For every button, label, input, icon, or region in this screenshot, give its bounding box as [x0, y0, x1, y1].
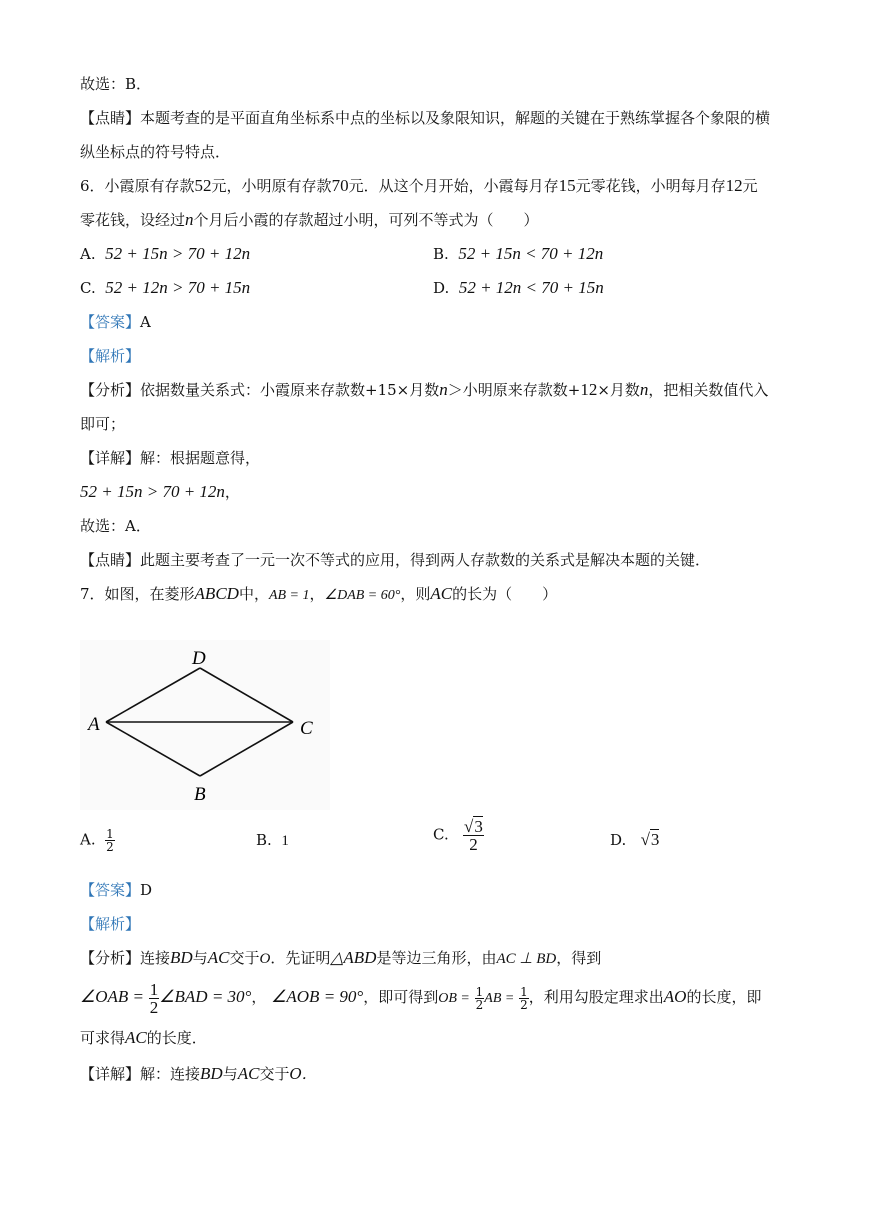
- q7-text: 7．如图，在菱形: [80, 585, 195, 603]
- analysis-text: 依据数量关系式：小霞原来存款数+15×月数: [140, 381, 440, 399]
- option-label: C.: [80, 279, 96, 297]
- option-expr: 52 + 12n < 70 + 15n: [458, 278, 604, 297]
- analysis-var: O: [259, 951, 271, 967]
- analysis-text: ，把相关数值代入: [648, 381, 769, 399]
- q6-analysis: [80, 380, 768, 400]
- detail-var: AC: [237, 1064, 260, 1083]
- q7-text: ，: [309, 585, 325, 603]
- q6-text: 个月后小霞的存款超过小明，可列不等式为（ ）: [193, 211, 539, 229]
- analysis-text: ，: [251, 988, 267, 1006]
- analysis-expr: AC ⊥ BD: [496, 951, 557, 967]
- numerator: 1: [106, 827, 114, 841]
- inequality-tail: ，: [224, 483, 240, 501]
- option-label: B.: [433, 245, 449, 263]
- option-label: D.: [433, 279, 450, 297]
- q7-stem: [80, 584, 557, 606]
- sqrt-icon: √: [464, 817, 474, 836]
- remark-tag: 【点睛】: [80, 109, 141, 127]
- numerator: 1: [149, 979, 159, 999]
- prev-conclusion: 故选：B．: [80, 75, 152, 93]
- analysis-expr: ∠AOB = 90°: [271, 987, 364, 1006]
- q6-num: 70: [331, 176, 349, 195]
- denominator: 2: [106, 840, 114, 854]
- q6-var: n: [185, 210, 194, 229]
- q6-answer: [80, 312, 151, 332]
- analysis-text: 是等边三角形，由: [376, 949, 497, 967]
- analysis-text: ＞小明原来存款数+: [447, 381, 581, 399]
- q7-expr: ∠DAB = 60°: [324, 588, 401, 603]
- vertex-label-c: C: [300, 718, 313, 739]
- detail-text: 解：连接: [140, 1065, 201, 1083]
- option-label: B.: [256, 831, 272, 849]
- fraction: [149, 981, 160, 1016]
- q6-jiexi-tag: 【解析】: [80, 347, 141, 365]
- analysis-text: 的长度，即: [686, 988, 762, 1006]
- q6-select: 故选：A．: [80, 517, 151, 535]
- denominator: 2: [475, 997, 484, 1012]
- vertex-label-a: A: [88, 714, 100, 735]
- q6-remark: [80, 550, 710, 570]
- detail-var: BD: [200, 1064, 223, 1083]
- prev-remark: [80, 108, 770, 128]
- analysis-text: 的长度．: [146, 1029, 207, 1047]
- detail-tag: 【详解】: [80, 449, 141, 467]
- analysis-text: ，利用勾股定理求出: [528, 988, 664, 1006]
- q7-answer: [80, 880, 152, 900]
- q6-stem-line1: [80, 176, 758, 196]
- analysis-expr: AB =: [484, 991, 515, 1006]
- detail-text: O．: [289, 1065, 317, 1083]
- q6-inequality: [80, 482, 240, 502]
- inequality-expr: 52 + 15n > 70 + 12n: [80, 482, 225, 501]
- q6-text: 元零花钱，小明每月存: [575, 177, 726, 195]
- option-value: 1: [281, 833, 289, 849]
- q6-num: 15: [558, 176, 576, 195]
- analysis-text: ，得到: [556, 949, 602, 967]
- remark-text: 此题主要考查了一元一次不等式的应用，得到两人存款数的关系式是解决本题的关键．: [140, 551, 711, 569]
- fraction: [475, 986, 485, 1011]
- q6-option-c[interactable]: [80, 278, 250, 298]
- q7-analysis-line2: [80, 980, 761, 1016]
- option-label: A.: [80, 830, 96, 849]
- q7-var: ABCD: [194, 584, 239, 603]
- q6-option-b[interactable]: [433, 244, 603, 264]
- option-expr: 52 + 15n > 70 + 12n: [105, 244, 251, 263]
- analysis-text: 与: [192, 949, 208, 967]
- option-expr: 52 + 12n > 70 + 15n: [105, 278, 251, 297]
- analysis-var: AC: [207, 948, 230, 967]
- answer-tag: 【答案】: [80, 313, 141, 331]
- q6-stem-line2: [80, 210, 539, 230]
- remark-tag: 【点睛】: [80, 551, 141, 569]
- rhombus-figure: [80, 640, 330, 810]
- analysis-text: 连接: [140, 949, 171, 967]
- fraction: [463, 818, 484, 853]
- denominator: 2: [520, 997, 528, 1012]
- fraction: [519, 986, 529, 1011]
- answer-value: A: [140, 313, 151, 331]
- vertex-label-d: D: [192, 648, 206, 669]
- analysis-var: AO: [663, 987, 687, 1006]
- detail-text: 交于: [259, 1065, 290, 1083]
- radicand: 3: [474, 817, 483, 836]
- q6-text: 6．小霞原有存款: [80, 177, 195, 195]
- analysis-var: BD: [170, 948, 193, 967]
- answer-value: D: [140, 881, 153, 899]
- analysis-var: AC: [125, 1028, 147, 1047]
- q6-num: 52: [194, 176, 212, 195]
- q7-text: 的长为（ ）: [452, 585, 558, 603]
- detail-text: 解：根据题意得，: [140, 449, 261, 467]
- sqrt-icon: √: [640, 830, 650, 849]
- analysis-text: ，即可得到: [363, 988, 439, 1006]
- numerator: 1: [475, 984, 484, 999]
- analysis-text: 可求得: [80, 1029, 126, 1047]
- q7-option-a[interactable]: [80, 828, 115, 853]
- analysis-text: ．先证明: [270, 949, 331, 967]
- answer-tag: 【答案】: [80, 881, 141, 899]
- option-label: D.: [610, 831, 627, 849]
- q7-expr: AB = 1: [268, 588, 310, 603]
- analysis-num: 12: [580, 380, 598, 399]
- q7-option-c[interactable]: [433, 818, 484, 853]
- q6-num: 12: [725, 176, 743, 195]
- q7-option-b[interactable]: [256, 830, 289, 851]
- fraction: [105, 828, 115, 853]
- denominator: 2: [149, 997, 159, 1017]
- option-label: C.: [433, 825, 449, 844]
- q7-analysis-line1: [80, 948, 601, 969]
- q7-option-d[interactable]: [610, 830, 659, 850]
- q6-text: 元．从这个月开始，小霞每月存: [348, 177, 559, 195]
- detail-tag: 【详解】: [80, 1065, 141, 1083]
- analysis-expr: OB =: [438, 991, 470, 1006]
- q7-jiexi-tag: 【解析】: [80, 915, 141, 933]
- q7-detail: [80, 1064, 317, 1084]
- denominator: 2: [469, 835, 478, 854]
- analysis-var: n: [639, 380, 649, 399]
- analysis-expr: ∠BAD = 30°: [159, 987, 252, 1006]
- radicand: 3: [650, 830, 660, 849]
- q7-var: AC: [430, 584, 453, 603]
- q7-text: 中，: [238, 585, 269, 603]
- option-expr: 52 + 15n < 70 + 12n: [458, 244, 604, 263]
- q6-detail: [80, 448, 260, 468]
- q7-text: ，则: [400, 585, 431, 603]
- option-label: A.: [80, 245, 96, 263]
- analysis-var: n: [439, 380, 448, 399]
- numerator: [463, 818, 484, 836]
- q6-text: 元，小明原有存款: [211, 177, 332, 195]
- numerator: 1: [520, 984, 528, 999]
- q6-option-d[interactable]: [433, 278, 604, 298]
- q6-analysis-cont: 即可；: [80, 415, 126, 433]
- q6-text: 零花钱，设经过: [80, 211, 186, 229]
- analysis-expr: △ABD: [330, 948, 377, 967]
- analysis-text: ×月数: [597, 381, 640, 399]
- q7-analysis-line3: [80, 1028, 207, 1048]
- q6-text: 元: [742, 177, 758, 195]
- detail-text: 与: [222, 1065, 238, 1083]
- analysis-tag: 【分析】: [80, 381, 141, 399]
- prev-remark-cont: 纵坐标点的符号特点．: [80, 143, 231, 161]
- analysis-text: 交于: [229, 949, 260, 967]
- vertex-label-b: B: [194, 784, 206, 805]
- analysis-tag: 【分析】: [80, 949, 141, 967]
- q6-option-a[interactable]: [80, 244, 250, 264]
- analysis-expr: ∠OAB =: [80, 987, 145, 1006]
- remark-text: 本题考查的是平面直角坐标系中点的坐标以及象限知识，解题的关键在于熟练掌握各个象限的横: [140, 109, 771, 127]
